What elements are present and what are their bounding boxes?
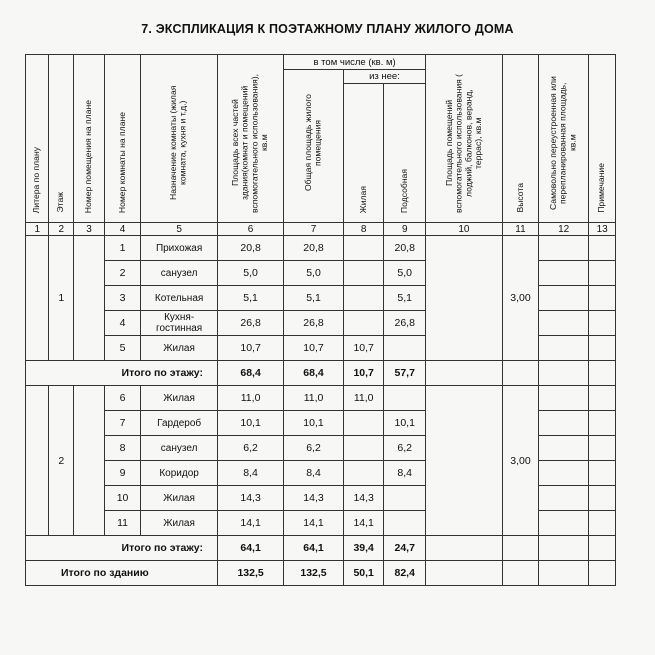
subtotal-height (502, 361, 538, 386)
litera-cell (26, 386, 49, 536)
total-area-cell: 10,7 (218, 336, 284, 361)
room-number-cell: 8 (104, 436, 140, 461)
note-cell (589, 486, 616, 511)
living-area-cell: 11,0 (343, 386, 384, 411)
unauthorized-area-cell (539, 286, 589, 311)
room-name-cell: Жилая (141, 386, 218, 411)
col-number: 7 (284, 223, 344, 236)
explication-table (25, 54, 616, 586)
col-number: 10 (426, 223, 503, 236)
subtotal-note (589, 361, 616, 386)
unauthorized-area-cell (539, 311, 589, 336)
col-number: 1 (26, 223, 49, 236)
building-total-height (502, 561, 538, 586)
unauthorized-area-cell (539, 236, 589, 261)
building-total-note (589, 561, 616, 586)
header-floor: Этаж (49, 55, 74, 223)
total-area-cell: 5,1 (218, 286, 284, 311)
header-group-including: в том числе (кв. м) (284, 55, 426, 70)
header-subgroup: из нее: (343, 70, 425, 84)
col-number: 12 (539, 223, 589, 236)
header-auxiliary-area: Площадь помещений вспомогательного использования ( лоджий, балконов, веранд, террас), кв.м (426, 55, 503, 223)
room-number-cell: 3 (104, 286, 140, 311)
floor-subtotal-row (26, 361, 616, 386)
room-number-cell: 5 (104, 336, 140, 361)
room-number-cell: 10 (104, 486, 140, 511)
common-area-cell: 10,1 (284, 411, 344, 436)
room-name-cell: Жилая (141, 336, 218, 361)
auxiliary-area-cell: 5,1 (384, 286, 426, 311)
header-room-purpose: Назначение комнаты (жилая комната, кухня и т.д.) (141, 55, 218, 223)
note-cell (589, 386, 616, 411)
auxiliary-area-cell (384, 511, 426, 536)
room-name-cell: Жилая (141, 511, 218, 536)
room-name-cell: Прихожая (141, 236, 218, 261)
column-numbers-row (26, 223, 616, 236)
col-number: 9 (384, 223, 426, 236)
common-area-cell: 14,3 (284, 486, 344, 511)
common-area-cell: 8,4 (284, 461, 344, 486)
note-cell (589, 461, 616, 486)
room-number-cell: 2 (104, 261, 140, 286)
unauthorized-area-cell (539, 386, 589, 411)
auxiliary-area-cell: 26,8 (384, 311, 426, 336)
unauthorized-area-cell (539, 461, 589, 486)
building-total-aux: 82,4 (384, 561, 426, 586)
subtotal-aux: 57,7 (384, 361, 426, 386)
balcony-area-cell (426, 386, 503, 536)
subtotal-label: Итого по этажу: (26, 536, 218, 561)
common-area-cell: 5,0 (284, 261, 344, 286)
col-number: 4 (104, 223, 140, 236)
height-cell: 3,00 (502, 236, 538, 361)
subtotal-total: 68,4 (218, 361, 284, 386)
col-number: 2 (49, 223, 74, 236)
total-area-cell: 20,8 (218, 236, 284, 261)
unauthorized-area-cell (539, 436, 589, 461)
note-cell (589, 436, 616, 461)
subtotal-common: 64,1 (284, 536, 344, 561)
common-area-cell: 10,7 (284, 336, 344, 361)
unauthorized-area-cell (539, 261, 589, 286)
header-living: Жилая (343, 84, 384, 223)
note-cell (589, 286, 616, 311)
table-row (26, 236, 616, 261)
common-area-cell: 11,0 (284, 386, 344, 411)
floor-cell: 1 (49, 236, 74, 361)
building-total-common: 132,5 (284, 561, 344, 586)
living-area-cell: 10,7 (343, 336, 384, 361)
room-name-cell: санузел (141, 261, 218, 286)
living-area-cell (343, 311, 384, 336)
auxiliary-area-cell (384, 386, 426, 411)
room-number-cell: 7 (104, 411, 140, 436)
floor-cell: 2 (49, 386, 74, 536)
col-number: 11 (502, 223, 538, 236)
note-cell (589, 311, 616, 336)
header-note: Примечание (589, 55, 616, 223)
note-cell (589, 261, 616, 286)
living-area-cell (343, 461, 384, 486)
header-height: Высота (502, 55, 538, 223)
building-total-label: Итого по зданию (26, 561, 218, 586)
auxiliary-area-cell: 10,1 (384, 411, 426, 436)
col-number: 3 (74, 223, 105, 236)
unauthorized-area-cell (539, 511, 589, 536)
floor-subtotal-row (26, 536, 616, 561)
subtotal-aux: 24,7 (384, 536, 426, 561)
living-area-cell: 14,3 (343, 486, 384, 511)
subtotal-balcony (426, 361, 503, 386)
auxiliary-area-cell: 8,4 (384, 461, 426, 486)
header-premise-number: Номер помещения на плане (74, 55, 105, 223)
subtotal-label: Итого по этажу: (26, 361, 218, 386)
auxiliary-area-cell: 5,0 (384, 261, 426, 286)
subtotal-total: 64,1 (218, 536, 284, 561)
subtotal-living: 39,4 (343, 536, 384, 561)
auxiliary-area-cell (384, 486, 426, 511)
room-name-cell: Кухня- гостинная (141, 311, 218, 336)
table-row (26, 386, 616, 411)
room-name-cell: Гардероб (141, 411, 218, 436)
subtotal-note (589, 536, 616, 561)
subtotal-height (502, 536, 538, 561)
room-number-cell: 11 (104, 511, 140, 536)
litera-cell (26, 236, 49, 361)
room-name-cell: Коридор (141, 461, 218, 486)
living-area-cell (343, 236, 384, 261)
col-number: 8 (343, 223, 384, 236)
subtotal-common: 68,4 (284, 361, 344, 386)
common-area-cell: 26,8 (284, 311, 344, 336)
room-number-cell: 6 (104, 386, 140, 411)
building-total-unauthorized (539, 561, 589, 586)
room-name-cell: Котельная (141, 286, 218, 311)
height-cell: 3,00 (502, 386, 538, 536)
total-area-cell: 10,1 (218, 411, 284, 436)
header-unauthorized-area: Самовольно переустроенная или перепланированная площадь, кв.м (539, 55, 589, 223)
total-area-cell: 14,1 (218, 511, 284, 536)
common-area-cell: 6,2 (284, 436, 344, 461)
subtotal-balcony (426, 536, 503, 561)
room-number-cell: 1 (104, 236, 140, 261)
common-area-cell: 5,1 (284, 286, 344, 311)
note-cell (589, 236, 616, 261)
col-number: 13 (589, 223, 616, 236)
unauthorized-area-cell (539, 336, 589, 361)
col-number: 5 (141, 223, 218, 236)
header-auxiliary: Подсобная (384, 84, 426, 223)
room-number-cell: 4 (104, 311, 140, 336)
note-cell (589, 411, 616, 436)
auxiliary-area-cell: 20,8 (384, 236, 426, 261)
total-area-cell: 26,8 (218, 311, 284, 336)
note-cell (589, 336, 616, 361)
auxiliary-area-cell (384, 336, 426, 361)
living-area-cell (343, 436, 384, 461)
building-total-balcony (426, 561, 503, 586)
header-room-number: Номер комнаты на плане (104, 55, 140, 223)
room-number-cell: 9 (104, 461, 140, 486)
living-area-cell: 14,1 (343, 511, 384, 536)
unauthorized-area-cell (539, 486, 589, 511)
unauthorized-area-cell (539, 411, 589, 436)
living-area-cell (343, 261, 384, 286)
header-total-area: Площадь всех частей здания(комнат и помещений вспомогательного использования), кв.м (218, 55, 284, 223)
building-total-total: 132,5 (218, 561, 284, 586)
premise-number-cell (74, 386, 105, 536)
subtotal-unauthorized (539, 536, 589, 561)
header-common-area: Общая площадь жилого помещения (284, 70, 344, 223)
subtotal-living: 10,7 (343, 361, 384, 386)
total-area-cell: 8,4 (218, 461, 284, 486)
total-area-cell: 14,3 (218, 486, 284, 511)
document-title: 7. ЭКСПЛИКАЦИЯ К ПОЭТАЖНОМУ ПЛАНУ ЖИЛОГО ДОМА (141, 22, 514, 36)
living-area-cell (343, 286, 384, 311)
common-area-cell: 14,1 (284, 511, 344, 536)
living-area-cell (343, 411, 384, 436)
balcony-area-cell (426, 236, 503, 361)
room-name-cell: Жилая (141, 486, 218, 511)
col-number: 6 (218, 223, 284, 236)
common-area-cell: 20,8 (284, 236, 344, 261)
subtotal-unauthorized (539, 361, 589, 386)
premise-number-cell (74, 236, 105, 361)
building-total-row (26, 561, 616, 586)
room-name-cell: санузел (141, 436, 218, 461)
total-area-cell: 5,0 (218, 261, 284, 286)
total-area-cell: 6,2 (218, 436, 284, 461)
header-litera: Литера по плану (26, 55, 49, 223)
total-area-cell: 11,0 (218, 386, 284, 411)
note-cell (589, 511, 616, 536)
header-row-1 (26, 55, 616, 70)
building-total-living: 50,1 (343, 561, 384, 586)
auxiliary-area-cell: 6,2 (384, 436, 426, 461)
